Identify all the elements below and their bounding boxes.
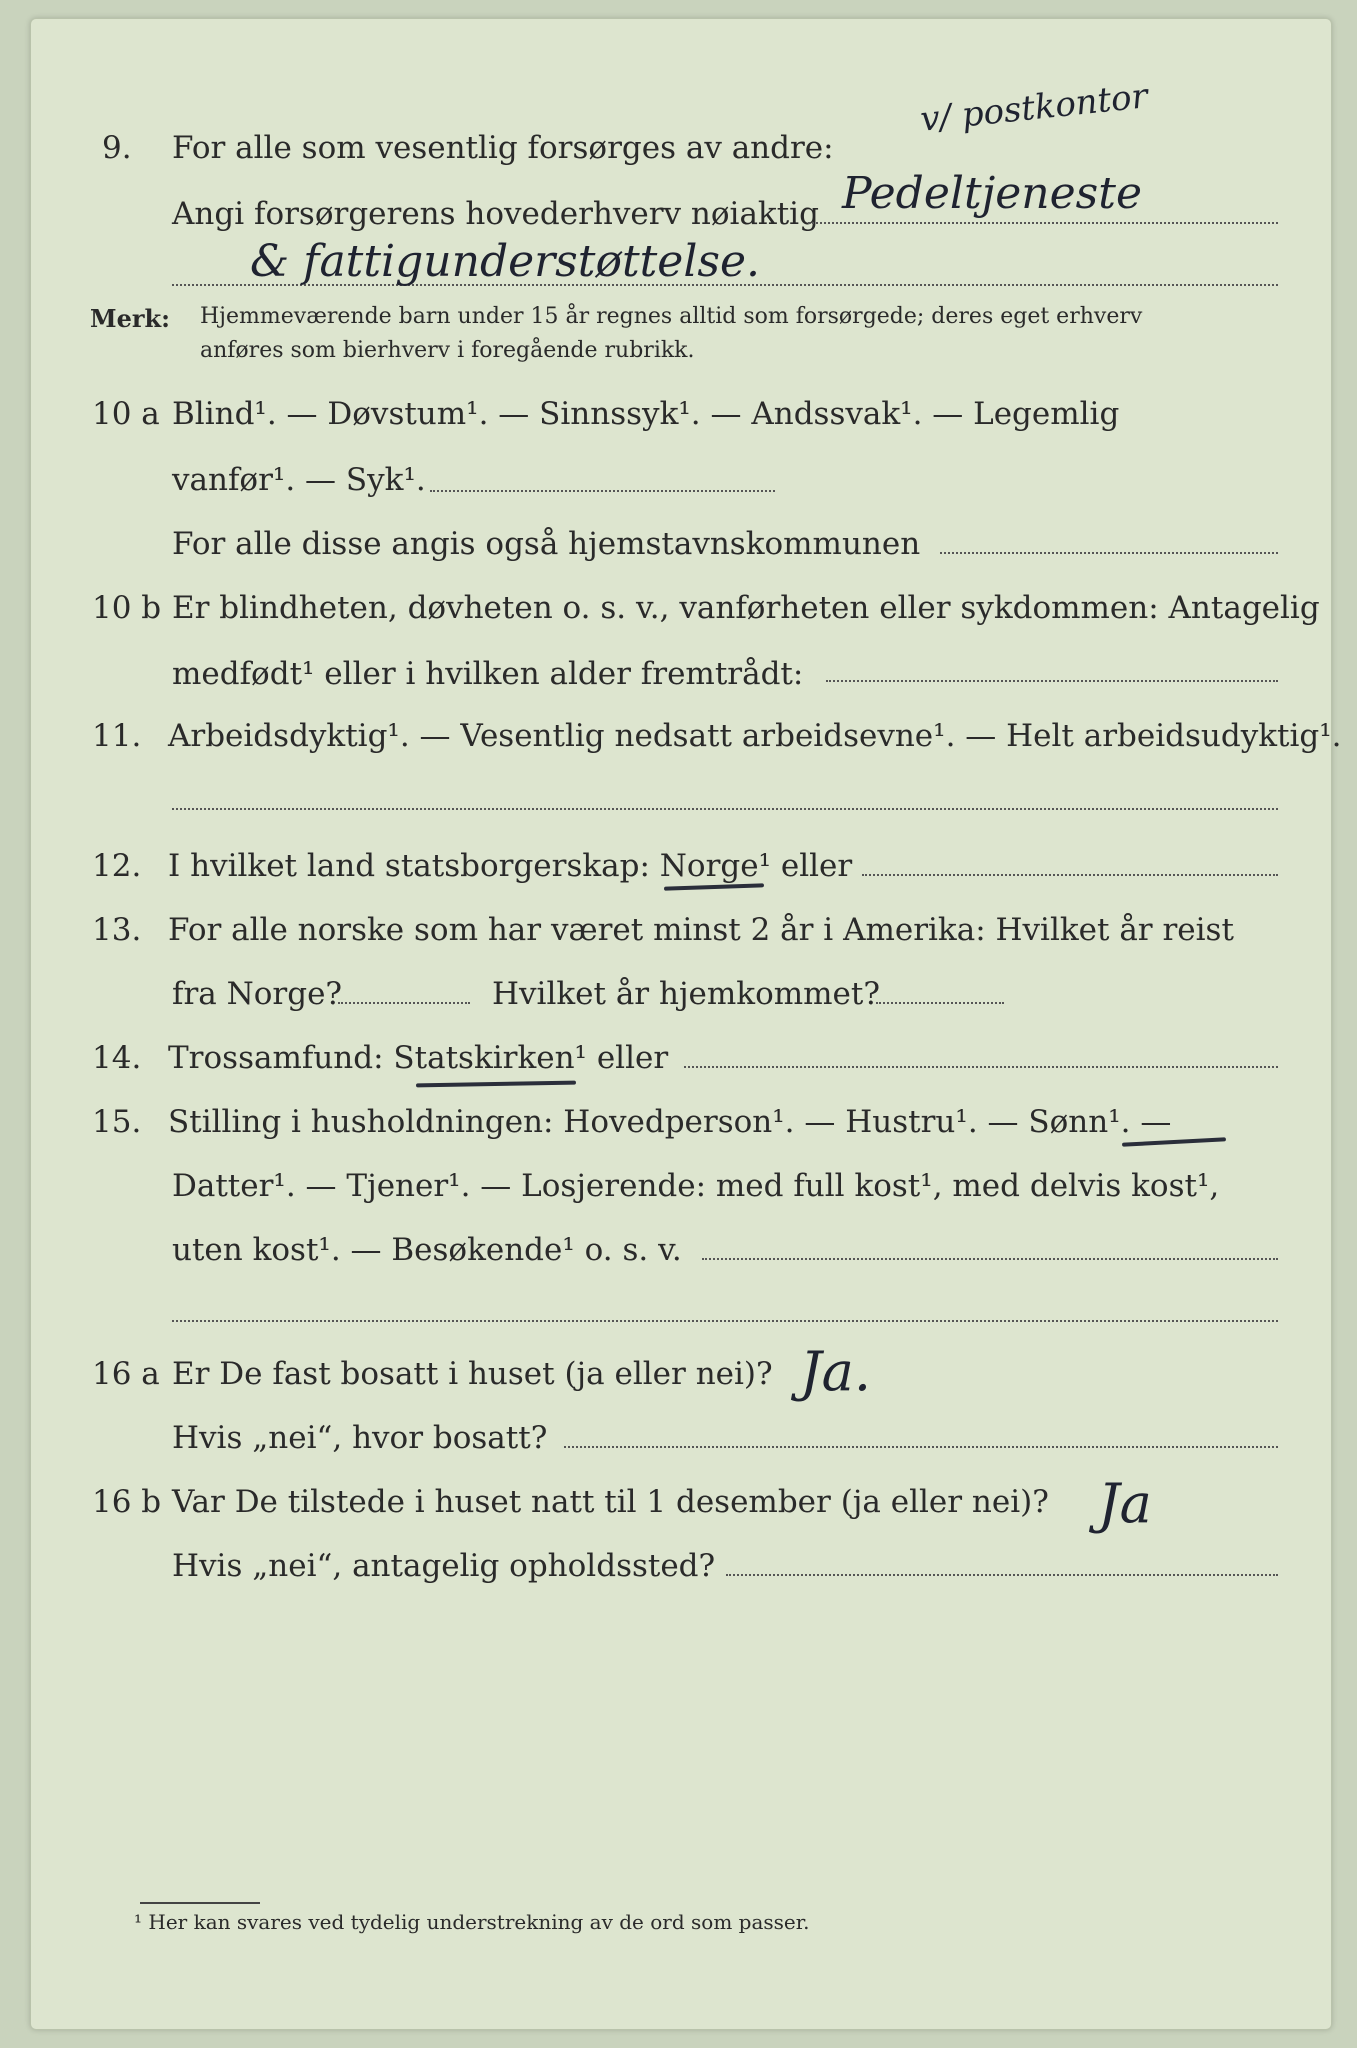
q12-number: 12. (92, 848, 142, 884)
merk-label: Merk: (90, 304, 170, 333)
q14-number: 14. (92, 1040, 142, 1076)
footnote: ¹ Her kan svares ved tydelig understrekning av de ord som passer. (134, 1910, 810, 1934)
q13-reist-line (338, 1002, 470, 1004)
q12-answer-line (862, 874, 1278, 876)
q10a-line2: vanfør¹. — Syk¹. (172, 462, 426, 498)
q10b-line1: Er blindheten, døvheten o. s. v., vanførheten eller sykdommen: Antagelig (172, 590, 1320, 626)
q12-line1: I hvilket land statsborgerskap: Norge¹ eller (168, 848, 853, 884)
q13-line1: For alle norske som har været minst 2 år i Amerika: Hvilket år reist (168, 912, 1234, 948)
q10a-line3: For alle disse angis også hjemstavnskommunen (172, 526, 921, 562)
handwritten-fattigunderstottelse: & fattigunderstøttelse. (250, 236, 761, 287)
q16b-line2: Hvis „nei“, antagelig opholdssted? (172, 1548, 716, 1584)
handwritten-postkontor: v/ postkontor (918, 76, 1150, 140)
q10b-answer-line (826, 680, 1278, 682)
merk-text2: anføres som bierhverv i foregående rubrikk. (200, 338, 695, 363)
q16b-number: 16 b (92, 1484, 162, 1520)
q15-answer-line1 (702, 1258, 1278, 1260)
q16a-line2: Hvis „nei“, hvor bosatt? (172, 1420, 548, 1456)
q11-answer-line (172, 808, 1278, 810)
footnote-rule (140, 1902, 260, 1904)
q16b-line1: Var De tilstede i huset natt til 1 desember (ja eller nei)? (172, 1484, 1049, 1520)
handwritten-ja-16b: Ja (1098, 1472, 1152, 1535)
q13-line2b: Hvilket år hjemkommet? (492, 976, 880, 1012)
q16a-number: 16 a (92, 1356, 160, 1392)
q14-answer-line (684, 1066, 1278, 1068)
q10a-answer-line2 (940, 552, 1278, 554)
handwritten-pedeltjeneste: Pedeltjeneste (842, 168, 1142, 219)
q10b-line2: medfødt¹ eller i hvilken alder fremtrådt: (172, 656, 804, 692)
q16a-answer-line (564, 1446, 1278, 1448)
q15-line3: uten kost¹. — Besøkende¹ o. s. v. (172, 1232, 682, 1268)
q9-answer-line1 (808, 222, 1278, 224)
q10b-number: 10 b (92, 590, 162, 626)
q14-line1: Trossamfund: Statskirken¹ eller (168, 1040, 669, 1076)
q13-hjemkommet-line (876, 1002, 1004, 1004)
q9-line1: For alle som vesentlig forsørges av andre: (172, 130, 834, 166)
q15-number: 15. (92, 1104, 142, 1140)
q15-line1: Stilling i husholdningen: Hovedperson¹. — Hustru¹. — Sønn¹. — (168, 1104, 1172, 1140)
q11-line1: Arbeidsdyktig¹. — Vesentlig nedsatt arbeidsevne¹. — Helt arbeidsudyktig¹. (168, 718, 1342, 754)
q16b-answer-line (726, 1574, 1278, 1576)
q10a-answer-line1 (430, 490, 775, 492)
q9-number: 9. (102, 130, 132, 166)
q9-line2: Angi forsørgerens hovederhverv nøiaktig (172, 196, 819, 232)
handwritten-ja-16a: Ja. (800, 1340, 872, 1403)
q15-line2: Datter¹. — Tjener¹. — Losjerende: med full kost¹, med delvis kost¹, (172, 1168, 1220, 1204)
q13-number: 13. (92, 912, 142, 948)
q13-line2a: fra Norge? (172, 976, 343, 1012)
q15-answer-line2 (172, 1320, 1278, 1322)
merk-text1: Hjemmeværende barn under 15 år regnes alltid som forsørgede; deres eget erhverv (200, 304, 1143, 329)
q10a-line1: Blind¹. — Døvstum¹. — Sinnssyk¹. — Andssvak¹. — Legemlig (172, 396, 1120, 432)
q10a-number: 10 a (92, 396, 160, 432)
q11-number: 11. (92, 718, 142, 754)
q16a-line1: Er De fast bosatt i huset (ja eller nei)? (172, 1356, 773, 1392)
